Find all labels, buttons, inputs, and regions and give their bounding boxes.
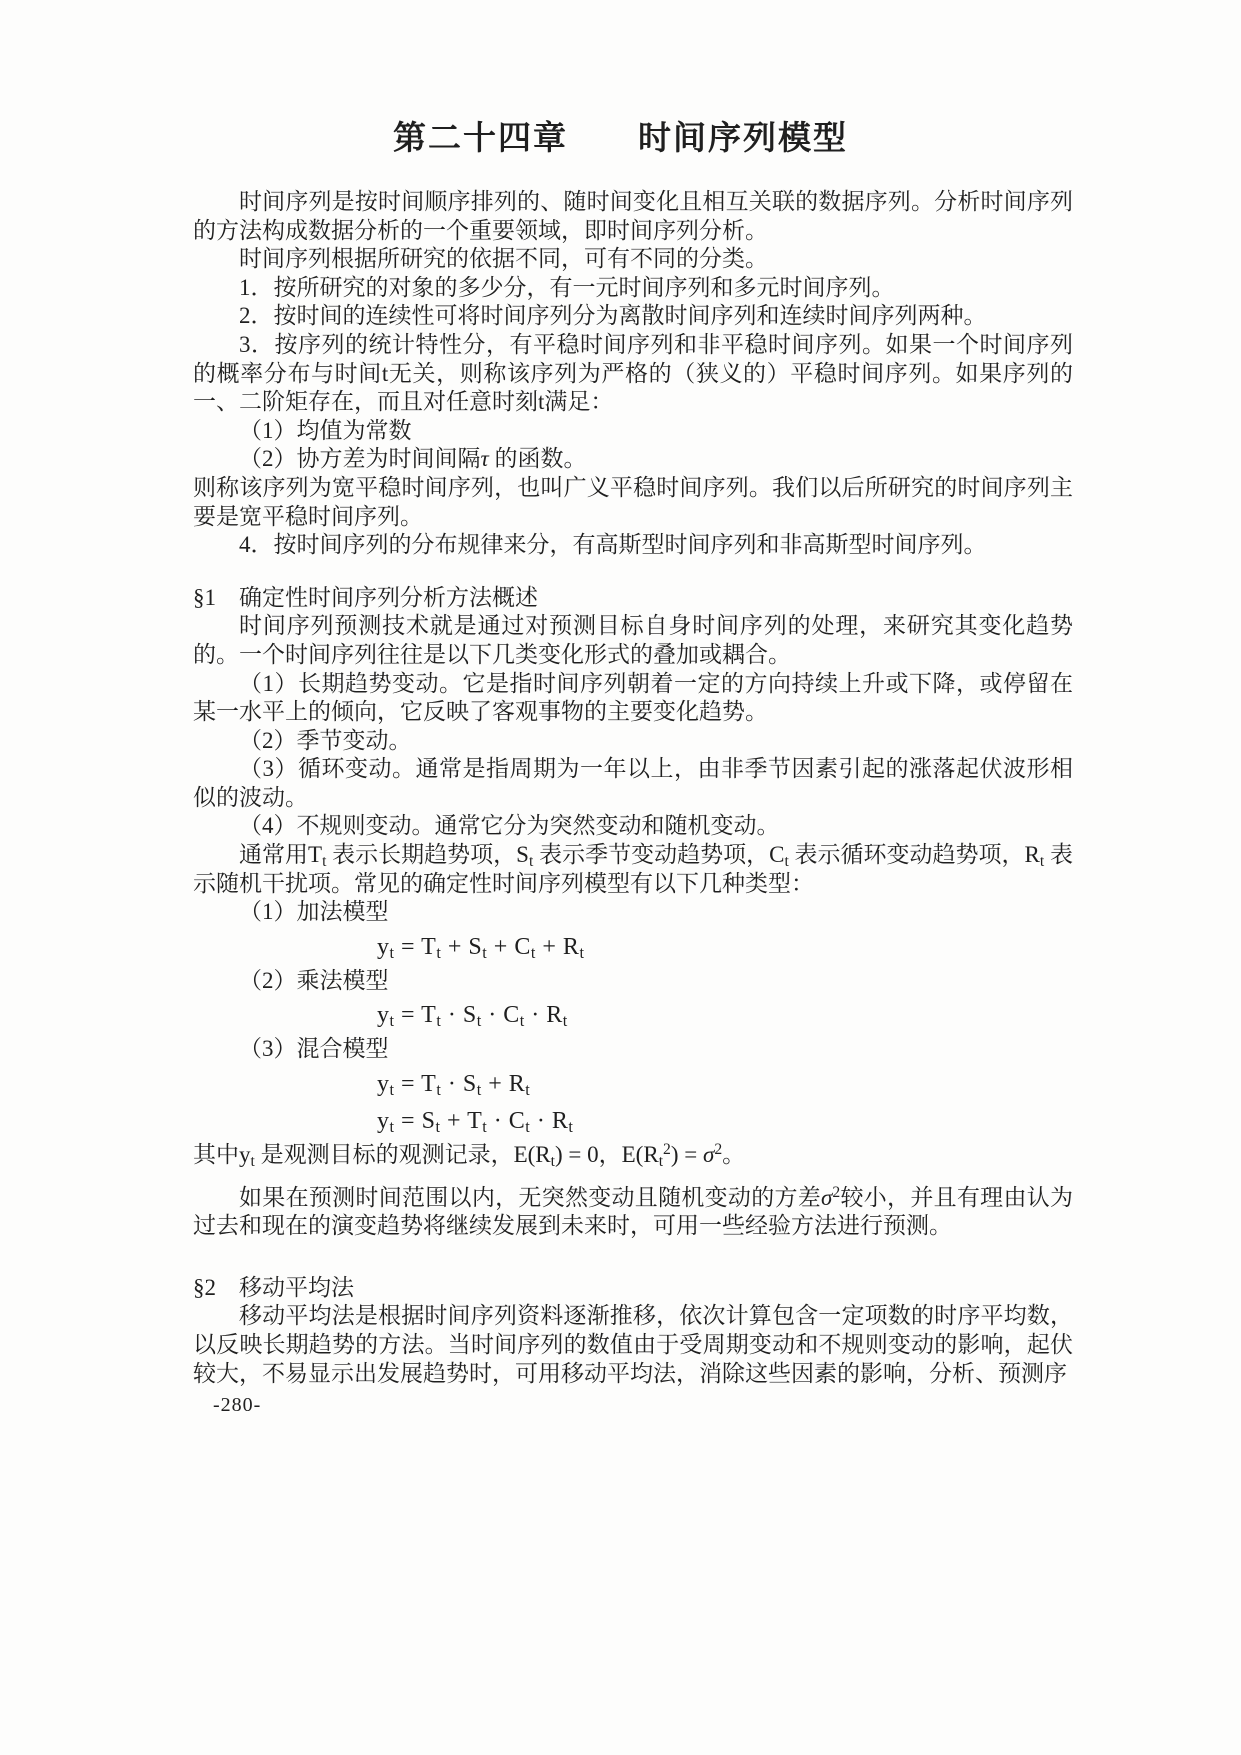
list-item-1: 1．按所研究的对象的多少分，有一元时间序列和多元时间序列。 xyxy=(239,274,895,300)
formula-mixed-model-1: $y_t = T_t \cdot S_t + R_t$ xyxy=(377,1071,531,1100)
formula-mixed-model-2: $y_t = S_t + T_t \cdot C_t \cdot R_t$ xyxy=(377,1108,574,1137)
variation-item-3: （3）循环变动。通常是指周期为一年以上，由非季节因素引起的涨落起伏波形相似的波动。 xyxy=(193,756,1073,810)
list-item-3: 3．按序列的统计特性分，有平稳时间序列和非平稳时间序列。如果一个时间序列的概率分布与时间t无关，则称该序列为严格的（狭义的）平稳时间序列。如果序列的一、二阶矩存在，而且对任意时刻t满足： xyxy=(193,331,1073,415)
paragraph-intro: 时间序列是按时间顺序排列的、随时间变化且相互关联的数据序列。分析时间序列的方法构成数据分析的一个重要领域，即时间序列分析。 xyxy=(193,189,1073,243)
formula-additive-model: $y_t = T_t + S_t + C_t + R_t$ xyxy=(377,933,585,962)
formula-multiplicative-model: $y_t = T_t \cdot S_t \cdot C_t \cdot R_t$ xyxy=(377,1002,568,1031)
page-number: -280- xyxy=(213,1394,262,1416)
paragraph-classification: 时间序列根据所研究的依据不同，可有不同的分类。 xyxy=(239,246,768,272)
list-item-2: 2．按时间的连续性可将时间序列分为离散时间序列和连续时间序列两种。 xyxy=(239,303,987,329)
section-1-heading: §1 确定性时间序列分析方法概述 xyxy=(193,584,538,610)
page-body xyxy=(193,188,1073,1388)
model-item-additive: （1）加法模型 xyxy=(239,899,389,925)
paragraph-notation: 通常用$T_t$ 表示长期趋势项，$S_t$ 表示季节变动趋势项，$C_t$ 表示循环变动趋势项，$R_t$ 表示随机干扰项。常见的确定性时间序列模型有以下几种类型： xyxy=(193,842,1074,896)
list-item-4: 4．按时间序列的分布规律来分，有高斯型时间序列和非高斯型时间序列。 xyxy=(239,532,987,558)
paragraph-forecast-condition: 如果在预测时间范围以内，无突然变动且随机变动的方差$\sigma^2$较小，并且有理由认为过去和现在的演变趋势将继续发展到未来时，可用一些经验方法进行预测。 xyxy=(193,1183,1073,1239)
paragraph-observation-note: 其中$y_t$ 是观测目标的观测记录，$E(R_t) = 0$，$E(R_t^2) = \sigma^2$。 xyxy=(193,1141,746,1170)
chapter-title: 第二十四章 时间序列模型 xyxy=(393,121,848,157)
section-2-heading: §2 移动平均法 xyxy=(193,1274,354,1300)
condition-2: （2）协方差为时间间隔τ 的函数。 xyxy=(239,446,587,472)
condition-1: （1）均值为常数 xyxy=(239,417,412,443)
variation-item-4: （4）不规则变动。通常它分为突然变动和随机变动。 xyxy=(239,813,780,839)
model-item-multiplicative: （2）乘法模型 xyxy=(239,967,389,993)
variation-item-1: （1）长期趋势变动。它是指时间序列朝着一定的方向持续上升或下降，或停留在某一水平上的倾向，它反映了客观事物的主要变化趋势。 xyxy=(193,670,1073,725)
model-item-mixed: （3）混合模型 xyxy=(239,1036,389,1062)
paragraph-moving-average: 移动平均法是根据时间序列资料逐渐推移，依次计算包含一定项数的时序平均数，以反映长期趋势的方法。当时间序列的数值由于受周期变动和不规则变动的影响，起伏较大，不易显示出发展趋势时，可用移动平均法，消除这些因素的影响，分析、预测序 xyxy=(193,1303,1073,1386)
variation-item-2: （2）季节变动。 xyxy=(239,727,412,753)
paragraph-wide-stationary: 则称该序列为宽平稳时间序列，也叫广义平稳时间序列。我们以后所研究的时间序列主要是宽平稳时间序列。 xyxy=(193,474,1073,529)
paragraph-forecast-overview: 时间序列预测技术就是通过对预测目标自身时间序列的处理，来研究其变化趋势的。一个时间序列往往是以下几类变化形式的叠加或耦合。 xyxy=(193,613,1073,667)
